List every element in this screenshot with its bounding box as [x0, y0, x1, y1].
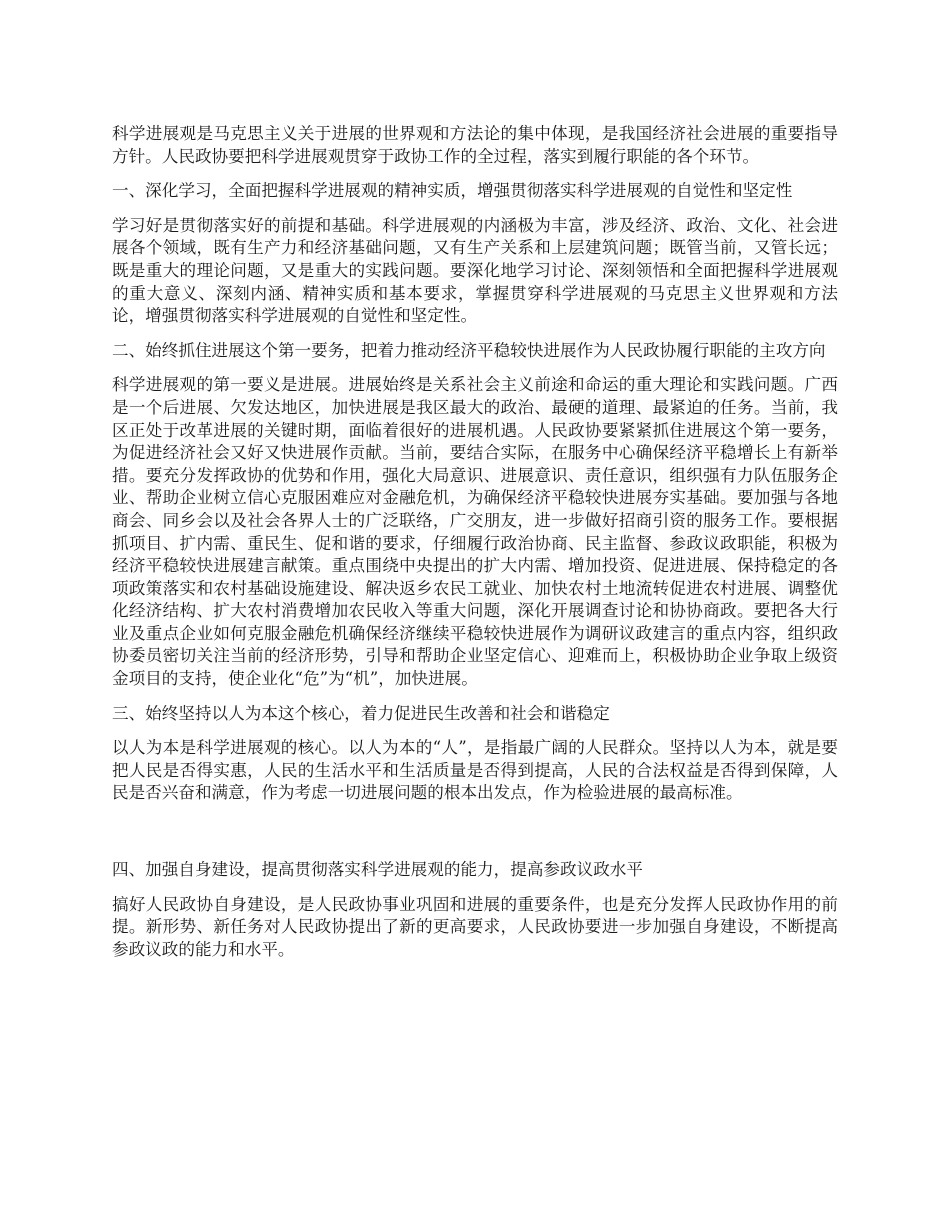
section-3-heading: 三、始终坚持以人为本这个核心，着力促进民生改善和社会和谐稳定	[112, 703, 610, 723]
section-1-heading: 一、深化学习，全面把握科学进展观的精神实质，增强贯彻落实科学进展观的自觉性和坚定性	[112, 181, 793, 201]
section-4-heading: 四、加强自身建设，提高贯彻落实科学进展观的能力，提高参政议政水平	[112, 860, 643, 880]
section-1-body: 学习好是贯彻落实好的前提和基础。科学进展观的内涵极为丰富，涉及经济、政治、文化、社会进展各个领域，既有生产力和经济基础问题，又有生产关系和上层建筑问题；既管当前，又管长远；既是重大的理论问题，又是重大的实践问题。要深化地学习讨论、深刻领悟和全面把握科学进展观的重大意义、深刻内涵、精神实质和基本要求，掌握贯穿科学进展观的马克思主义世界观和方法论，增强贯彻落实科学进展观的自觉性和坚定性。	[112, 215, 838, 326]
blank-gap	[112, 817, 838, 859]
section-2-heading: 二、始终抓住进展这个第一要务，把着力推动经济平稳较快进展作为人民政协履行职能的主攻方向	[112, 340, 826, 360]
section-2-body: 科学进展观的第一要义是进展。进展始终是关系社会主义前途和命运的重大理论和实践问题。广西是一个后进展、欠发达地区，加快进展是我区最大的政治、最硬的道理、最紧迫的任务。当前，我区正处于改革进展的关键时期，面临着很好的进展机遇。人民政协要紧紧抓住进展这个第一要务，为促进经济社会又好又快进展作贡献。当前，要结合实际，在服务中心确保经济平稳增长上有新举措。要充分发挥政协的优势和作用，强化大局意识、进展意识、责任意识，组织强有力队伍服务企业、帮助企业树立信心克服困难应对金融危机，为确保经济平稳较快进展夯实基础。要加强与各地商会、同乡会以及社会各界人士的广泛联络，广交朋友，进一步做好招商引资的服务工作。要根据抓项目、扩内需、重民生、促和谐的要求，仔细履行政治协商、民主监督、参政议政职能，积极为经济平稳较快进展建言献策。重点围绕中央提出的扩大内需、增加投资、促进进展、保持稳定的各项政策落实和农村基础设施建设、解决返乡农民工就业、加快农村土地流转促进农村进展、调整优化经济结构、扩大农村消费增加农民收入等重大问题，深化开展调查讨论和协协商政。要把各大行业及重点企业如何克服金融危机确保经济继续平稳较快进展作为调研议政建言的重点内容，组织政协委员密切关注当前的经济形势，引导和帮助企业坚定信心、迎难而上，积极协助企业争取上级资金项目的支持，使企业化“危”为“机”，加快进展。	[112, 375, 838, 689]
section-3-body: 以人为本是科学进展观的核心。以人为本的“人”，是指最广阔的人民群众。坚持以人为本，就是要把人民是否得实惠，人民的生活水平和生活质量是否得到提高，人民的合法权益是否得到保障，人民是否兴奋和满意，作为考虑一切进展问题的根本出发点，作为检验进展的最高标准。	[112, 738, 838, 803]
intro-paragraph: 科学进展观是马克思主义关于进展的世界观和方法论的集中体现，是我国经济社会进展的重要指导方针。人民政协要把科学进展观贯穿于政协工作的全过程，落实到履行职能的各个环节。	[112, 124, 838, 166]
section-4-body: 搞好人民政协自身建设，是人民政协事业巩固和进展的重要条件，也是充分发挥人民政协作用的前提。新形势、新任务对人民政协提出了新的更高要求，人民政协要进一步加强自身建设，不断提高参政议政的能力和水平。	[112, 894, 838, 959]
